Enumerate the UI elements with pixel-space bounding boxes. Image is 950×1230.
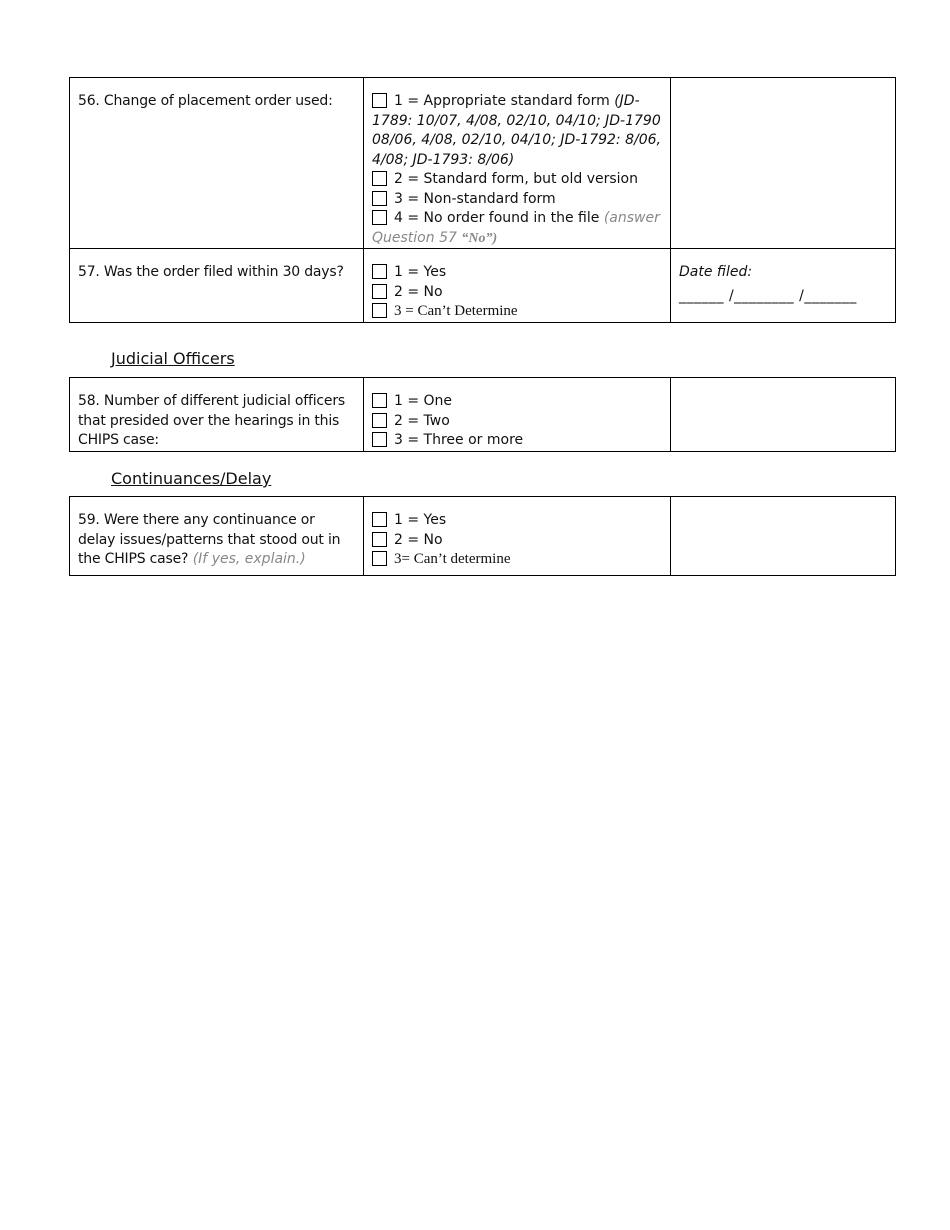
question-56-text: 56. Change of placement order used: [78,93,333,109]
question-58-text: 58. Number of different judicial officers that presided over the hearings in this CHIPS case: [78,393,345,448]
section-heading-continuances-delay: Continuances/Delay [111,469,272,488]
question-59-cell [70,497,364,576]
option-56-4-note-emph: “No”) [461,230,498,246]
option-56-1-label: 1 = Appropriate standard form [394,93,610,109]
checkbox-59-1[interactable] [372,512,387,527]
option-56-3 [372,190,662,210]
question-59-table [69,496,896,576]
question-56-notes-cell[interactable] [671,78,896,249]
question-56-options [364,78,671,249]
option-57-3 [372,302,662,322]
question-59-options [364,497,671,576]
option-56-3-label: 3 = Non-standard form [394,190,556,207]
option-59-3-label: 3= Can’t determine [394,551,511,567]
option-58-3 [372,431,662,451]
option-57-1 [372,263,662,283]
option-58-2-label: 2 = Two [394,412,450,429]
section-heading-judicial-officers: Judicial Officers [111,349,235,368]
checkbox-58-1[interactable] [372,393,387,408]
question-57-row [70,249,896,323]
option-56-4-label: 4 = No order found in the file [394,210,600,226]
question-59-row [70,497,896,576]
question-57-date-cell[interactable] [671,249,896,323]
question-59-notes-cell[interactable] [671,497,896,576]
option-59-2-label: 2 = No [394,531,443,548]
question-58-row [70,378,896,452]
option-56-2 [372,170,662,190]
checkbox-58-3[interactable] [372,432,387,447]
option-58-1-label: 1 = One [394,393,453,409]
option-59-1-label: 1 = Yes [394,512,447,528]
question-57-text: 57. Was the order filed within 30 days? [78,264,344,280]
question-58-cell [70,378,364,452]
option-57-3-label: 3 = Can’t Determine [394,303,518,319]
option-58-2 [372,412,662,432]
checkbox-58-2[interactable] [372,413,387,428]
date-filed-field[interactable]: ______ /________ /_______ [679,287,857,304]
checkbox-56-3[interactable] [372,191,387,206]
option-56-2-label: 2 = Standard form, but old version [394,171,638,187]
option-58-3-label: 3 = Three or more [394,432,524,448]
question-58-notes-cell[interactable] [671,378,896,452]
question-58-table [69,377,896,452]
option-56-4 [372,209,662,248]
option-58-1 [372,392,662,412]
questions-56-57-table [69,77,896,323]
question-59-text: 59. Were there any continuance or delay issues/patterns that stood out in the CHIPS case? [78,512,341,567]
option-57-2 [372,283,662,303]
option-59-1 [372,511,662,531]
checkbox-56-4[interactable] [372,210,387,225]
checkbox-56-2[interactable] [372,171,387,186]
question-57-options [364,249,671,323]
question-57-cell [70,249,364,323]
option-56-1-note: (JD-1789: 10/07, 4/08, 02/10, 04/10; JD-1790 08/06, 4/08, 02/10, 04/10; JD-1792: 8/06, 4/08; JD-1793: 8/06) [372,93,661,168]
option-59-2 [372,531,662,551]
question-58-options [364,378,671,452]
checkbox-59-3[interactable] [372,551,387,566]
question-56-cell [70,78,364,249]
checkbox-57-1[interactable] [372,264,387,279]
checkbox-57-3[interactable] [372,303,387,318]
question-56-row [70,78,896,249]
checkbox-59-2[interactable] [372,532,387,547]
option-56-4-note: (answer Question 57 [372,210,660,246]
option-57-2-label: 2 = No [394,283,443,300]
option-57-1-label: 1 = Yes [394,264,447,280]
checkbox-57-2[interactable] [372,284,387,299]
option-56-1 [372,92,662,170]
date-filed-label: Date filed: [679,264,753,280]
checkbox-56-1[interactable] [372,93,387,108]
option-59-3 [372,550,662,570]
question-59-note: (If yes, explain.) [192,551,306,567]
